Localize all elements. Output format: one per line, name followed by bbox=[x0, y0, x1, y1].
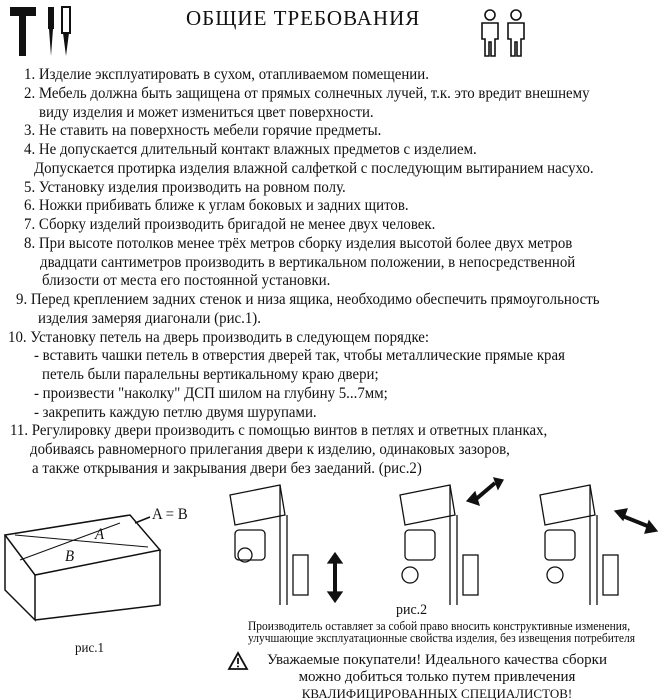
instruction-line: 11. Регулировку двери производить с помощью винтов в петлях и ответных планках, bbox=[10, 422, 548, 440]
warning-line-3: КВАЛИФИЦИРОВАННЫХ СПЕЦИАЛИСТОВ! bbox=[301, 686, 573, 700]
fig2-caption: рис.2 bbox=[396, 602, 428, 618]
instruction-line: а также открывания и закрывания двери без заеданий. (рис.2) bbox=[32, 459, 422, 477]
instruction-line: близости от места его постоянной установки. bbox=[42, 272, 331, 290]
instruction-line: 2. Мебель должна быть защищена от прямых солнечных лучей, т.к. это вредит внешнему bbox=[24, 84, 590, 102]
fig1-equation: A = B bbox=[152, 506, 188, 523]
instruction-line: - закрепить каждую петлю двумя шурупами. bbox=[34, 403, 317, 421]
instruction-line: 4. Не допускается длительный контакт влажных предметов с изделием. bbox=[24, 141, 477, 158]
instruction-line: петель были паралельны вертикальному краю двери; bbox=[42, 366, 379, 383]
instruction-line: - вставить чашки петель в отверстия дверей так, чтобы металлические прямые края bbox=[34, 347, 565, 365]
instruction-line: 10. Установку петель на дверь производить в следующем порядке: bbox=[8, 328, 430, 346]
fig1-caption: рис.1 bbox=[75, 641, 105, 656]
warning-line-2: можно добиться только путем привлечения bbox=[298, 669, 576, 685]
two-people-icon bbox=[476, 8, 532, 58]
disclaimer-line-2: улучшающие эксплуатационные свойства изделия, без извещения потребителя bbox=[248, 631, 636, 645]
page-title: ОБЩИЕ ТРЕБОВАНИЯ bbox=[186, 6, 421, 30]
fig1-label-b: B bbox=[65, 548, 75, 565]
instruction-line: Допускается протирка изделия влажной салфеткой с последующим вытиранием насухо. bbox=[34, 159, 594, 177]
instruction-line: 1. Изделие эксплуатировать в сухом, отапливаемом помещении. bbox=[24, 66, 429, 83]
warning-triangle-icon bbox=[227, 651, 249, 671]
fig1-label-a: A bbox=[95, 526, 105, 543]
instruction-line: 5. Установку изделия производить на ровном полу. bbox=[24, 178, 346, 196]
instruction-line: - произвести "наколку" ДСП шилом на глубину 5...7мм; bbox=[34, 384, 388, 402]
instruction-line: изделия замеряя диагонали (рис.1). bbox=[38, 309, 261, 327]
instruction-line: 6. Ножки прибивать ближе к углам боковых и задних щитов. bbox=[24, 197, 409, 215]
instruction-line: 3. Не ставить на поверхность мебели горячие предметы. bbox=[24, 122, 382, 140]
figure-2-hinge-adjustment bbox=[225, 475, 664, 605]
disclaimer-line-1: Производитель оставляет за собой право вносить конструктивные изменения, bbox=[248, 619, 631, 633]
instruction-line: 7. Сборку изделий производить бригадой не менее двух человек. bbox=[24, 216, 436, 233]
tools-icon bbox=[8, 4, 80, 60]
instruction-line: добиваясь равномерного прилегания двери к изделию, одинаковых зазоров, bbox=[30, 441, 510, 458]
instruction-line: 9. Перед креплением задних стенок и низа ящика, необходимо обеспечить прямоугольность bbox=[16, 291, 600, 308]
instruction-line: виду изделия и может измениться цвет поверхности. bbox=[39, 103, 374, 121]
instruction-line: 8. При высоте потолков менее трёх метров сборку изделия высотой более двух метров bbox=[24, 234, 573, 252]
warning-line-1: Уважаемые покупатели! Идеального качества сборки bbox=[267, 652, 607, 668]
instruction-line: двадцати сантиметров производить в вертикальном положении, в непосредственной bbox=[40, 253, 576, 271]
